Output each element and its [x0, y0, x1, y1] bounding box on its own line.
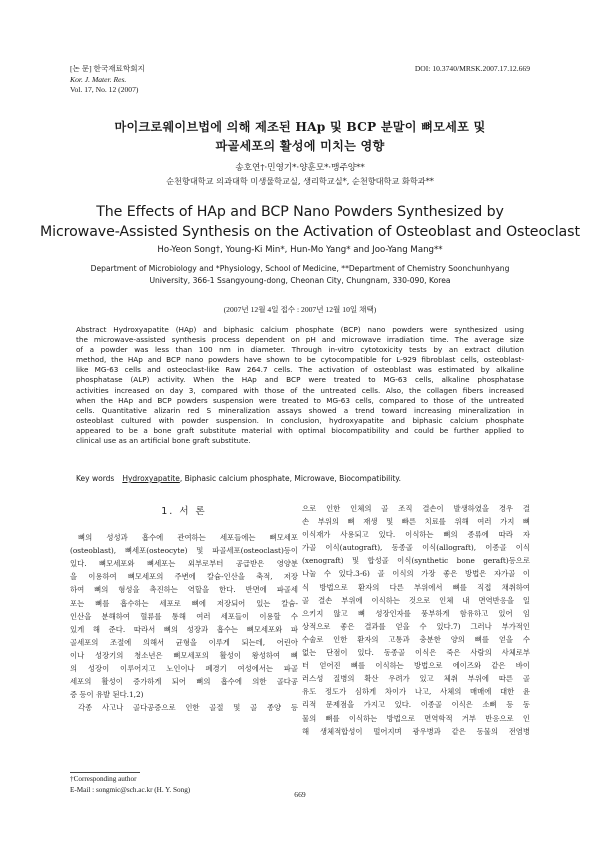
abstract-line: phosphatase (ALP) activity. When the HAp and BCP were treated to MG-63 cells, alkaline phosphatase — [76, 375, 524, 385]
body-line: 수술로 인한 환자의 고통과 충분한 양의 뼈를 얻을 수 — [302, 634, 530, 644]
abstract-line: of a powder was less than 100 nm in diameter. Through in-vitro cytotoxicity tests by an extract dilution — [76, 345, 524, 355]
body-line: 뼈의 성성과 흡수에 관여하는 세포들에는 뼈모세포 — [78, 533, 298, 543]
keywords-rest: , Biphasic calcium phosphate, Microwave, Biocompatibility. — [179, 474, 402, 483]
body-line: 물의 뼈를 이식하는 방법으로 면역학적 거부 반응으로 인 — [302, 713, 530, 723]
journal-volume: Vol. 17, No. 12 (2007) — [70, 85, 139, 94]
corresponding-author-note: †Corresponding author — [70, 775, 137, 783]
abstract-line: the microwave-assisted synthesis process dependent on pH and microwave irradiation time. The average size — [76, 335, 524, 345]
body-line: 나눌 수 있다.3-6) 골 이식의 가장 좋은 방법은 자가골 이 — [302, 569, 530, 579]
body-line: 상적으로 좋은 결과를 얻을 수 있다.7) 그러나 부가적인 — [302, 621, 530, 631]
keyword-link[interactable]: Hydroxyapatite — [122, 474, 180, 483]
english-title-line: The Effects of HAp and BCP Nano Powders Synthesized by — [96, 204, 504, 220]
body-line: 포는 뼈를 흡수하는 세포로 뼈에 저장되어 있는 칼슘- — [70, 598, 298, 608]
journal-korean-name: [논 문] 한국재료학회지 — [70, 64, 145, 73]
body-line: 으로 인한 인체의 골 조직 결손이 발생하였을 경우 결 — [302, 504, 530, 513]
korean-title — [60, 118, 540, 156]
body-line: (osteoblast), 뼈세포(osteocyte) 및 파골세포(osteoclast)등이 — [70, 546, 298, 556]
abstract-line: when the HAp and BCP powders suspension were treated to MG-63 cells, compared to those of the untreated — [76, 395, 524, 405]
body-column-left — [70, 505, 298, 714]
doi-label: DOI: 10.3740/MRSK.2007.17.12.669 — [414, 64, 530, 73]
body-line: (xenograft) 및 합성골 이식(synthetic bone geraft)등으로 — [302, 556, 530, 566]
keywords — [76, 474, 524, 483]
affiliation-line: Department of Microbiology and *Physiology, School of Medicine, **Department of Chemistry Soonchunhyang — [90, 264, 510, 273]
body-line: 있게 해 준다. 따라서 뼈의 성장과 흡수는 뼈모세포와 파 — [70, 624, 298, 634]
body-line: 이나 성장기의 청소년은 뼈모세포의 활성이 왕성하여 뼈 — [70, 650, 298, 660]
body-line: 식 방법으로 환자의 다른 부위에서 뼈를 직접 채취하여 — [302, 582, 530, 592]
abstract-line: cells. Quantitative alizarin red S mineralization assays showed a trend toward increasing mineralization in — [76, 405, 524, 415]
body-line: 있다. 뼈모세포와 뼈세포는 외부로부터 공급받은 영양분 — [70, 559, 298, 569]
abstract-line: appeared to be a bone graft substitute material with optimal biocompatibility and could be further applied to — [76, 425, 524, 435]
korean-title-line: 파골세포의 활성에 미치는 영향 — [215, 139, 385, 153]
author-email: E-Mail : songmic@sch.ac.kr (H. Y. Song) — [70, 785, 191, 794]
english-title — [40, 202, 580, 242]
body-line: 가골 이식(autograft), 동종골 이식(allograft), 이종골 이식 — [302, 543, 530, 553]
body-line: 러스성 질병의 확산 우려가 있고 체취 부위에 따른 골 — [302, 674, 530, 684]
body-line: 해 생체적합성이 떨어지며 광우병과 같은 동물의 전염병 — [302, 726, 530, 736]
body-line: 골 결손 부위에 이식하는 것으로 인체 내 면역반응을 일 — [302, 595, 530, 605]
body-line: 을 이용하여 뼈모세포의 주변에 칼슘-인산을 축적, 저장 — [70, 572, 298, 582]
abstract-line: like MG-63 cells and osteoclast-like Raw 264.7 cells. The activation of osteoblast was estimated by alkaline — [76, 365, 524, 375]
body-line: 인산을 분해하여 혈류를 통해 여러 세포들이 이용할 수 — [70, 611, 298, 621]
body-line: 손 부위의 뼈 재생 및 빠른 치료를 위해 여러 가지 뼈 — [302, 517, 530, 527]
body-line: 하여 뼈의 형성을 촉진하는 역할을 한다. 반면에 파골세 — [70, 585, 298, 595]
abstract-line: clinical use as an artificial bone graft substitute. — [76, 436, 251, 446]
abstract-line: method, the HAp and BCP nano powders have shown to be cytocompatible for L-929 fibroblast cells, osteoblast- — [76, 355, 524, 365]
english-title-line: Microwave-Assisted Synthesis on the Activation of Osteoblast and Osteoclast — [40, 224, 580, 240]
keywords-label: Key words — [76, 474, 115, 483]
body-line: 터 얻어진 뼈를 이식하는 방법으로 에이즈와 같은 바이 — [302, 661, 530, 671]
body-line: 없는 단점이 있다. 동종골 이식은 죽은 사람의 사체로부 — [302, 648, 530, 658]
english-affiliation — [70, 263, 530, 286]
section-heading: 1. 서 론 — [161, 506, 207, 517]
body-line: 증 등이 유발 된다.1,2) — [70, 690, 144, 700]
journal-english-name: Kor. J. Mater. Res. — [70, 74, 127, 84]
received-accepted-dates: (2007년 12월 4일 접수 : 2007년 12월 10일 채택) — [223, 305, 377, 314]
body-line: 유도 정도가 심하게 차이가 나고, 사체의 매매에 대한 윤 — [302, 687, 530, 697]
affiliation-line: University, 366-1 Ssangyoung-dong, Cheonan City, Chungnam, 330-090, Korea — [149, 275, 451, 285]
abstract — [76, 325, 524, 446]
body-line: 각종 사고나 골다공증으로 인한 골절 및 골 종양 등 — [78, 703, 298, 713]
body-line: 으키지 않고 뼈 성장인자를 풍부하게 함유하고 있어 임 — [302, 608, 530, 618]
page-number: 669 — [294, 790, 306, 799]
body-line: 의 성장이 이루어지고 노인이나 폐경기 여성에서는 파골 — [70, 664, 298, 674]
body-column-right — [302, 502, 530, 738]
korean-authors: 송호연†·민영기*·양훈모*·맹주양** — [235, 163, 365, 173]
korean-affiliation: 순천향대학교 의과대학 미생물학교실, 생리학교실*, 순천향대학교 화학과** — [166, 176, 434, 186]
footnote-divider — [70, 772, 140, 773]
abstract-line: Abstract Hydroxyapatite (HAp) and biphasic calcium phosphate (BCP) nano powders were synthesized using — [76, 325, 524, 334]
body-line: 리적 문제점을 가지고 있다. 이종골 이식은 소뼈 등 동 — [302, 700, 530, 710]
english-authors: Ho-Yeon Song†, Young-Ki Min*, Hun-Mo Yang* and Joo-Yang Mang** — [157, 245, 443, 255]
journal-header — [70, 64, 145, 96]
body-line: 세포의 활성이 증가하게 되어 뼈의 흡수에 의한 골다공 — [70, 677, 298, 687]
abstract-line: osteoblast cultured with powder suspension. In conclusion, hydroxyapatite and biphasic calcium phosphate — [76, 415, 524, 425]
korean-title-line: 마이크로웨이브법에 의해 제조된 HAp 및 BCP 분말이 뼈모세포 및 — [114, 120, 486, 134]
body-line: 이식재가 사용되고 있다. 이식하는 뼈의 종류에 따라 자 — [302, 530, 530, 540]
body-line: 골세포의 조절에 의해서 균형을 이루게 되는데, 어린아 — [70, 637, 298, 647]
abstract-line: activities increased on day 3, compared with those of the untreated cells. Also, the collagen fibers increased — [76, 385, 524, 395]
